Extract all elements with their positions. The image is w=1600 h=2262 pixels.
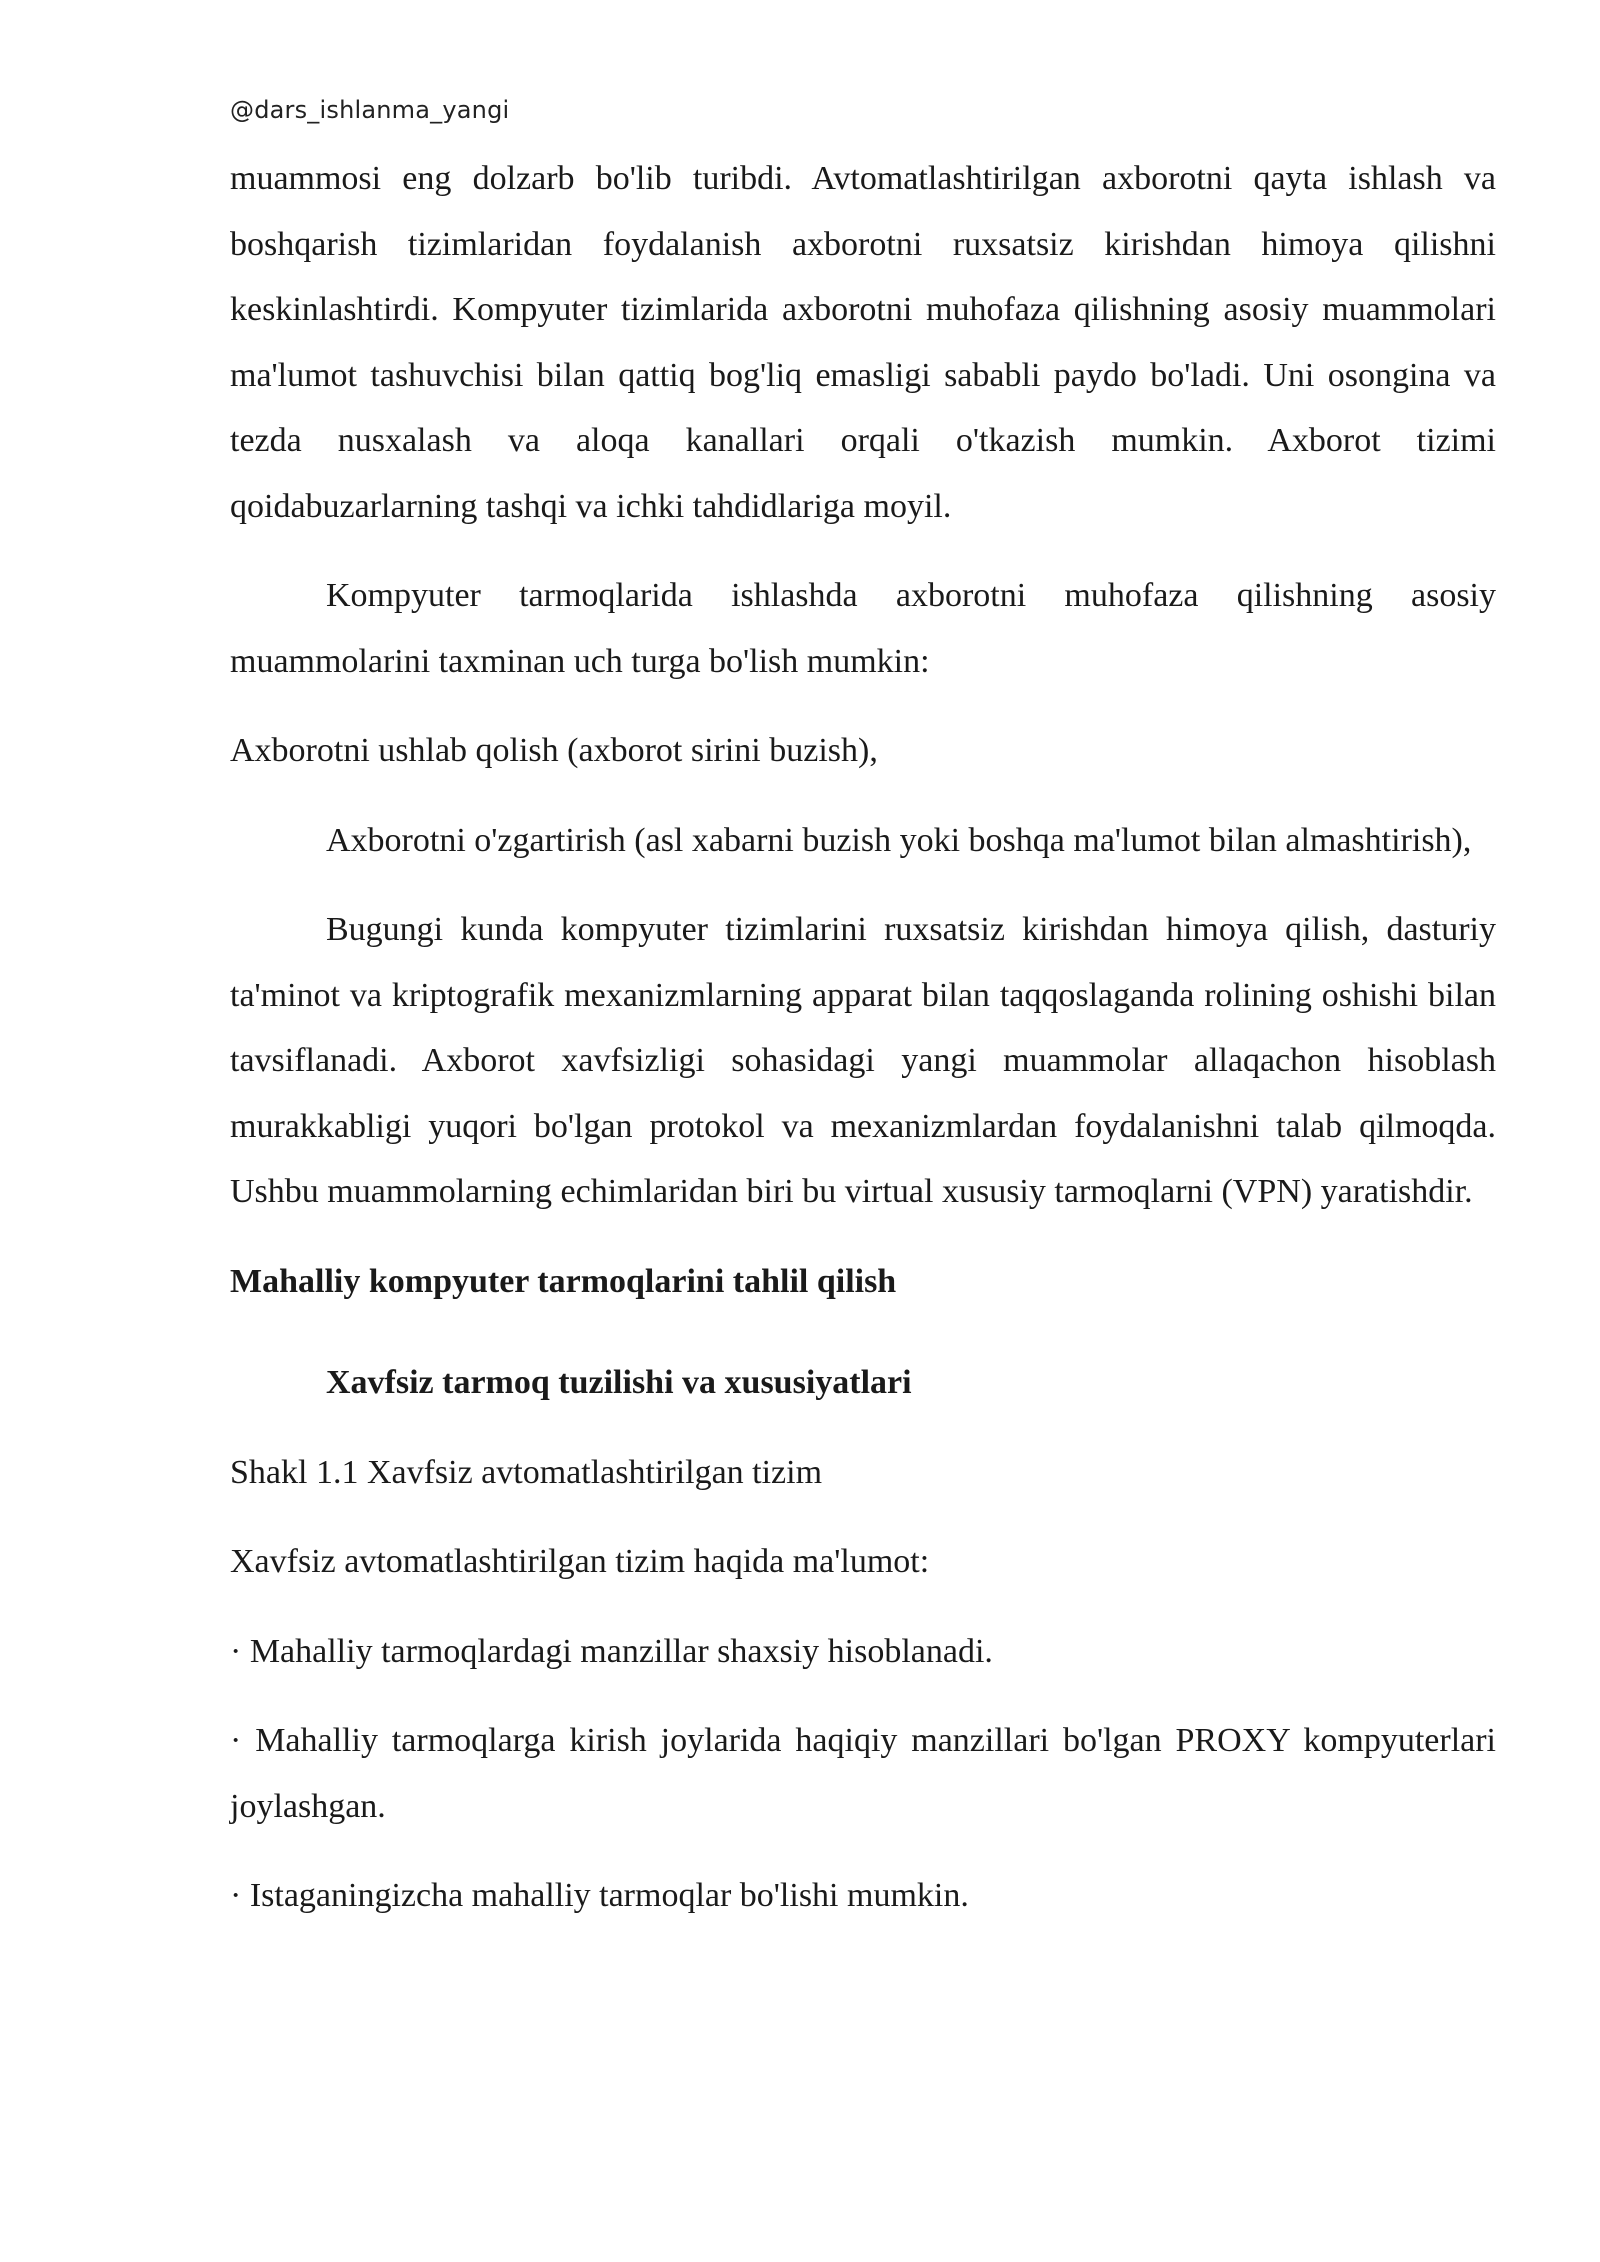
list-item: · Mahalliy tarmoqlarga kirish joylarida haqiqiy manzillari bo'lgan PROXY kompyuterlari joylashgan. — [230, 1722, 1496, 1825]
section-heading: Mahalliy kompyuter tarmoqlarini tahlil qilish — [230, 1262, 897, 1300]
watermark-handle: @dars_ishlanma_yangi — [230, 96, 510, 124]
list-item: · Istaganingizcha mahalliy tarmoqlar bo'lishi mumkin. — [230, 1877, 969, 1914]
paragraph-info: Xavfsiz avtomatlashtirilgan tizim haqida ma'lumot: — [230, 1543, 930, 1580]
paragraph-interception: Axborotni ushlab qolish (axborot sirini buzish), — [230, 732, 878, 769]
paragraph-modification: Axborotni o'zgartirish (asl xabarni buzish yoki boshqa ma'lumot bilan almashtirish), — [326, 821, 1472, 859]
list-item: · Mahalliy tarmoqlardagi manzillar shaxsiy hisoblanadi. — [230, 1632, 993, 1670]
paragraph-problems: Kompyuter tarmoqlarida ishlashda axborotni muhofaza qilishning asosiy muammolarini taxminan uch turga bo'lish mumkin: — [230, 577, 1496, 680]
figure-caption: Shakl 1.1 Xavfsiz avtomatlashtirilgan tizim — [230, 1453, 823, 1491]
paragraph-vpn: Bugungi kunda kompyuter tizimlarini ruxsatsiz kirishdan himoya qilish, dasturiy ta'minot va kriptografik mexanizmlarning apparat bilan taqqoslaganda rolining oshishi bilan tavsiflanadi. Axborot xavfsizligi sohasidagi yangi muammolar allaqachon hisoblash murakkabligi yuqori bo'lgan protokol va mexanizmlardan foydalanishni talab qilmoqda. Ushbu muammolarning echimlaridan biri bu virtual xususiy tarmoqlarni (VPN) yaratishdir. — [230, 911, 1496, 1210]
subsection-heading: Xavfsiz tarmoq tuzilishi va xususiyatlari — [326, 1364, 912, 1401]
paragraph-intro: muammosi eng dolzarb bo'lib turibdi. Avtomatlashtirilgan axborotni qayta ishlash va boshqarish tizimlaridan foydalanish axborotni ruxsatsiz kirishdan himoya qilishni keskinlashtirdi. Kompyuter tizimlarida axborotni muhofaza qilishning asosiy muammolari ma'lumot tashuvchisi bilan qattiq bog'liq emasligi sababli paydo bo'ladi. Uni osongina va tezda nusxalash va aloqa kanallari orqali o'tkazish mumkin. Axborot tizimi qoidabuzarlarning tashqi va ichki tahdidlariga moyil. — [230, 160, 1496, 525]
document-body — [230, 146, 1496, 1953]
